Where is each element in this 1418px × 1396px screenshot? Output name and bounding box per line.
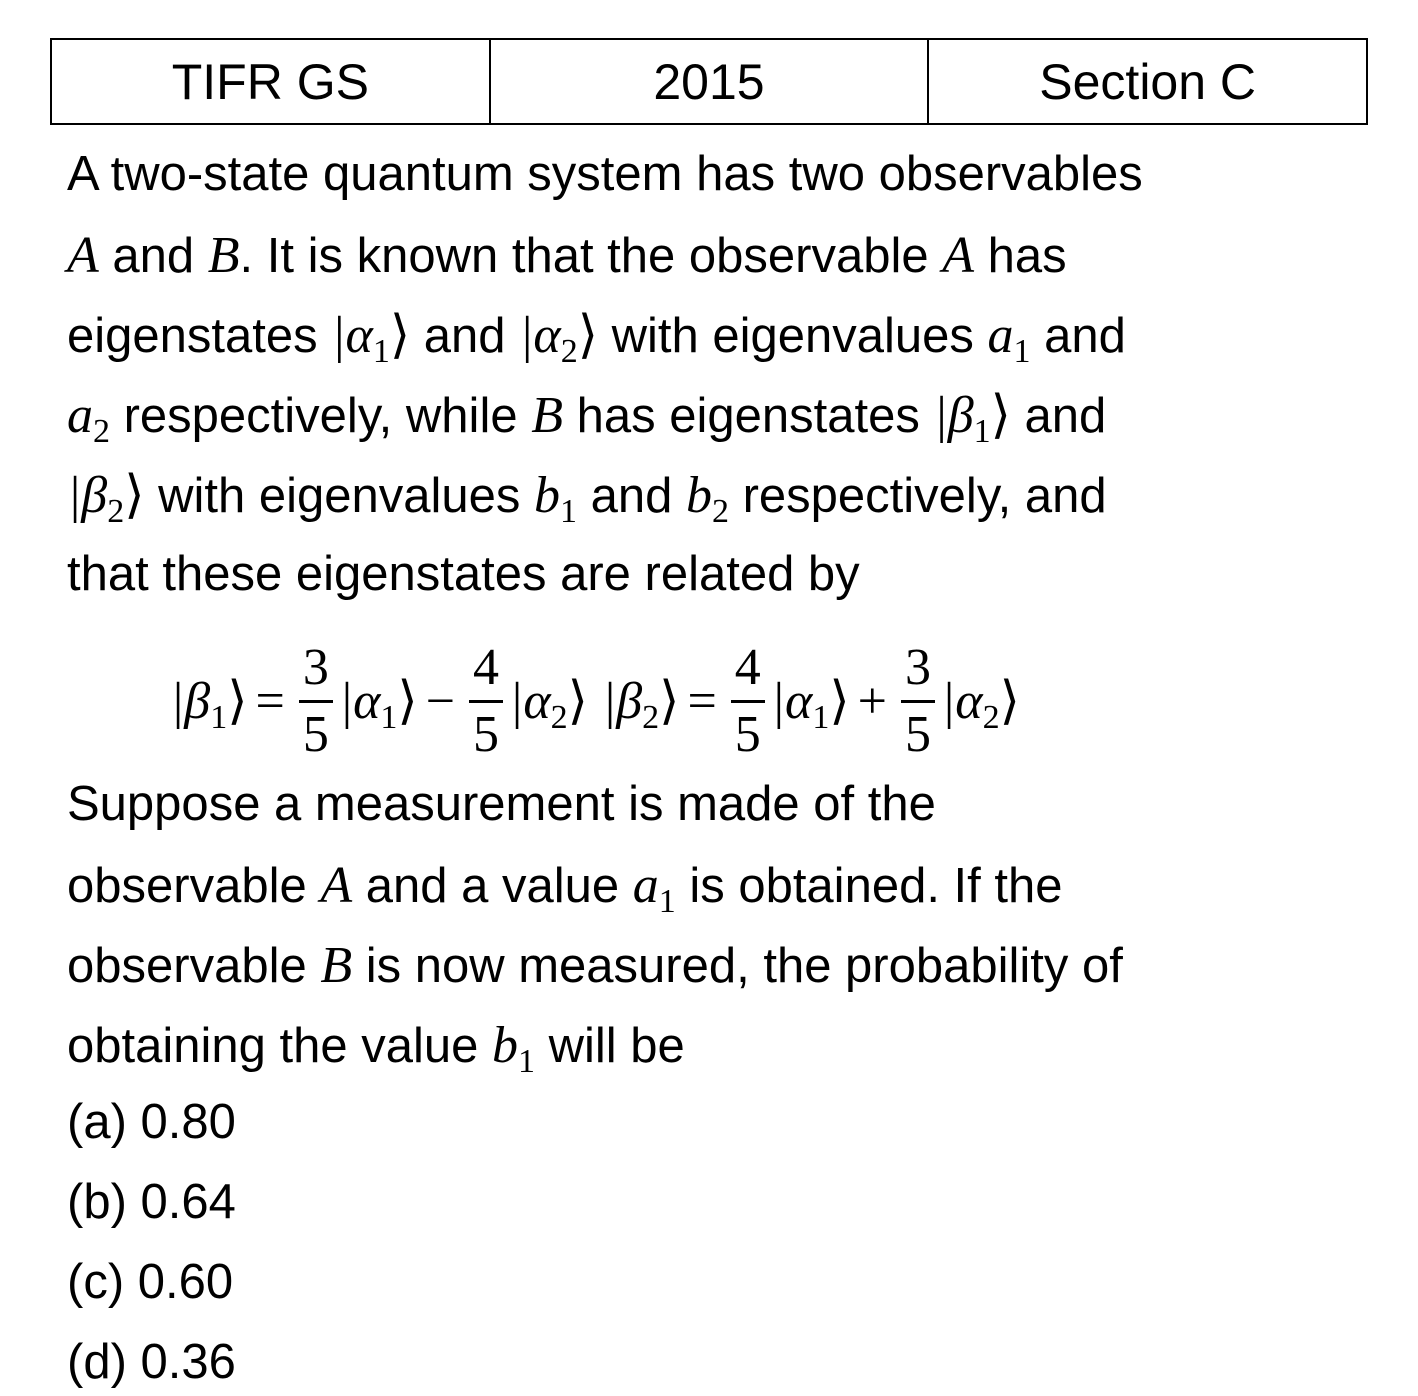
question-text: and [410, 309, 520, 363]
fraction-3-5: $\frac{3}{5}$ [299, 642, 333, 761]
question-text: eigenstates [67, 309, 332, 363]
observable-b: B [207, 227, 240, 284]
question-text: is now measured, the probability of [352, 939, 1123, 993]
fraction-4-5: $\frac{4}{5}$ [469, 642, 503, 761]
question-text: obtaining the value [67, 1019, 492, 1073]
option-c[interactable]: (c) 0.60 [67, 1255, 234, 1309]
question-text: and [1030, 309, 1126, 363]
question-line-8 [67, 857, 1063, 920]
question-text: and a value [352, 859, 633, 913]
observable-b: B [320, 937, 353, 994]
option-d[interactable]: (d) 0.36 [67, 1335, 236, 1389]
fraction-3-5: $\frac{3}{5}$ [901, 642, 935, 761]
question-text: and [577, 469, 686, 523]
question-text: has [974, 229, 1067, 283]
question-text: observable [67, 939, 321, 993]
ket-alpha-2: $|\alpha_2⟩$ [940, 673, 1020, 736]
question-text: with eigenvalues [598, 309, 988, 363]
question-text: . It is known that the observable [239, 229, 943, 283]
minus-sign: − [425, 672, 456, 730]
ket-beta-2: $|\beta_2⟩$ [601, 673, 680, 736]
question-line-3 [67, 307, 1126, 370]
ket-beta-1: $|\beta_1⟩$ [170, 673, 248, 736]
question-line-10 [67, 1017, 685, 1080]
observable-a: A [67, 227, 99, 284]
ket-alpha-1: $|\alpha_1⟩$ [770, 673, 850, 736]
question-line-6 [67, 547, 860, 601]
question-text: observable [67, 859, 321, 913]
question-text: will be [535, 1019, 685, 1073]
observable-b: B [531, 387, 563, 444]
eigenvalue-b1: $b_1$ [492, 1017, 535, 1080]
option-b[interactable]: (b) 0.64 [67, 1175, 236, 1229]
question-text: with eigenvalues [144, 469, 535, 523]
question-line-4 [67, 387, 1107, 450]
question-line-1 [67, 147, 1143, 201]
ket-alpha-2: $|\alpha_2⟩$ [519, 307, 599, 370]
question-text: and [98, 229, 208, 283]
equals-sign: = [687, 672, 717, 730]
header-cell-year: 2015 [490, 39, 929, 124]
observable-a: A [942, 227, 975, 284]
question-text: is obtained. If the [675, 859, 1063, 913]
plus-sign: + [857, 672, 887, 730]
fraction-4-5: $\frac{4}{5}$ [731, 642, 765, 761]
question-line-7 [67, 777, 936, 831]
eigenvalue-b1: $b_1$ [534, 467, 578, 530]
question-line-5 [67, 467, 1107, 530]
ket-alpha-2: $|\alpha_2⟩$ [509, 673, 588, 736]
equals-sign: = [255, 672, 285, 730]
ket-beta-2: $|\beta_2⟩$ [67, 467, 145, 530]
ket-beta-1: $|\beta_1⟩$ [933, 387, 1011, 450]
question-text: A two-state quantum system has two observables [67, 147, 1143, 201]
header-cell-exam: TIFR GS [51, 39, 490, 124]
ket-alpha-1: $|\alpha_1⟩$ [338, 673, 418, 736]
option-a[interactable]: (a) 0.80 [67, 1095, 236, 1149]
ket-alpha-1: $|\alpha_1⟩$ [331, 307, 411, 370]
question-text: and [1010, 389, 1107, 443]
eigenvalue-a1: $a_1$ [632, 857, 676, 920]
header-cell-section: Section C [928, 39, 1367, 124]
question-line-9 [67, 937, 1123, 994]
header-table [50, 38, 1368, 125]
header-row [51, 39, 1367, 124]
observable-a: A [320, 857, 353, 914]
equation-block [170, 632, 1250, 770]
question-text: that these eigenstates are related by [67, 547, 860, 601]
question-line-2 [67, 227, 1067, 284]
question-text: respectively, and [729, 469, 1107, 523]
question-text: Suppose a measurement is made of the [67, 777, 936, 831]
question-text: has eigenstates [562, 389, 934, 443]
eigenvalue-b2: $b_2$ [686, 467, 729, 530]
eigenvalue-a2: $a_2$ [67, 387, 110, 450]
eigenvalue-a1: $a_1$ [987, 307, 1031, 370]
question-text: respectively, while [110, 389, 532, 443]
